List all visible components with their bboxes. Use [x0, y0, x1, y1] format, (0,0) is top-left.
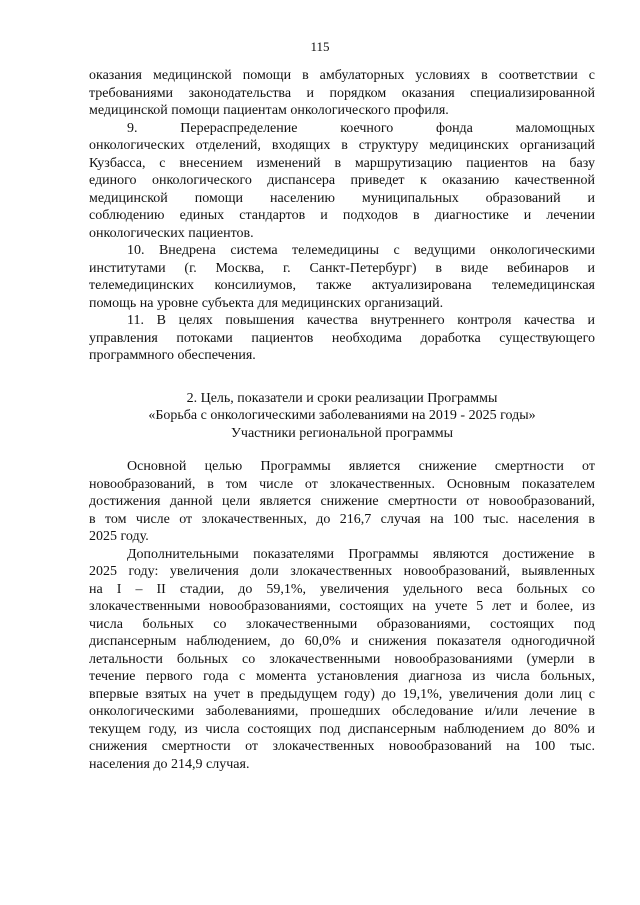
list-item-11 — [89, 312, 595, 365]
text-line: населения до 214,9 случая. — [89, 756, 250, 772]
paragraph — [89, 120, 595, 243]
text-line: онкологических пациентов. — [89, 225, 254, 241]
paragraph — [89, 312, 595, 365]
text-line: впервые взятых на учет в предыдущем году) до 19,1%, увеличения доли лиц с — [89, 686, 595, 702]
section-heading-line: «Борьба с онкологическими заболеваниями на 2019 - 2025 годы» — [148, 408, 536, 423]
text-line: медицинской помощи населению муниципальных образований и — [89, 190, 595, 206]
text-line: 2025 году. — [89, 529, 149, 544]
text-line: 10. Внедрена система телемедицины с ведущими онкологическими — [127, 243, 595, 258]
text-line: Дополнительными показателями Программы являются достижение в — [127, 546, 595, 562]
text-line: программного обеспечения. — [89, 348, 256, 363]
text-line: управления потоками пациентов необходима доработка существующего — [89, 330, 595, 346]
list-item-10 — [89, 242, 595, 312]
text-line: течение первого года с момента установления диагноза из числа больных, — [89, 669, 595, 684]
paragraph — [89, 458, 595, 546]
text-column — [89, 67, 595, 773]
text-line: требованиями законодательства и порядком оказания специализированной — [89, 85, 595, 101]
list-item-9 — [89, 120, 595, 243]
body-paragraph-indicators — [89, 546, 595, 774]
text-line: онкологическими заболеваниями, прошедших обследование и/или лечение в — [89, 704, 595, 719]
body-paragraph-goal — [89, 458, 595, 546]
text-line: телемедицинских консилиумов, также актуализирована телемедицинская — [89, 278, 595, 293]
text-line: злокачественными новообразованиями, состоящих на учете 5 лет и более, из — [89, 599, 595, 614]
text-line: в том числе от злокачественных, до 216,7 случая на 100 тыс. населения в — [89, 511, 595, 527]
spacer — [89, 365, 595, 390]
text-line: числа больных со злокачественными образованиями, состоящих под — [89, 616, 595, 632]
text-line: соблюдению единых стандартов и подходов в диагностике и лечении — [89, 208, 595, 223]
text-line: оказания медицинской помощи в амбулаторных условиях в соответствии с — [89, 68, 595, 83]
text-line: Основной целью Программы является снижение смертности от — [127, 459, 595, 474]
section-heading-line: Участники региональной программы — [231, 425, 453, 441]
text-line: диспансерным наблюдением, до 60,0% и снижения показателя одногодичной — [89, 634, 595, 649]
page-number: 115 — [310, 39, 330, 54]
text-line: 11. В целях повышения качества внутреннего контроля качества и — [127, 313, 595, 328]
text-line: помощь на уровне субъекта для медицинских организаций. — [89, 295, 444, 311]
text-line: институтами (г. Москва, г. Санкт-Петербург) в виде вебинаров и — [89, 260, 595, 276]
text-line: медицинской помощи пациентам онкологического профиля. — [89, 103, 449, 118]
text-line: снижения смертности от злокачественных новообразований на 100 тыс. — [89, 739, 595, 754]
continuation-paragraph — [89, 67, 595, 120]
section-heading-line: 2. Цель, показатели и сроки реализации Программы — [186, 390, 498, 406]
paragraph — [89, 546, 595, 774]
text-line: единого онкологического диспансера приведет к оказанию качественной — [89, 173, 595, 188]
text-line: 2025 году: увеличения доли злокачественных новообразований, выявленных — [89, 564, 595, 579]
text-line: Кузбасса, с внесением изменений в маршрутизацию пациентов на базу — [89, 155, 595, 171]
text-line: на I – II стадии, до 59,1%, увеличения удельного веса больных со — [89, 581, 595, 597]
paragraph — [89, 242, 595, 312]
paragraph — [89, 67, 595, 120]
text-line: достижения данной цели является снижение смертности от новообразований, — [89, 494, 595, 509]
text-line: 9. Перераспределение коечного фонда маломощных — [127, 120, 595, 136]
section-heading — [89, 390, 595, 443]
text-line: текущем году, из числа состоящих под диспансерным наблюдением до 80% и — [89, 721, 595, 737]
text-line: онкологических отделений, входящих в структуру медицинских организаций — [89, 138, 595, 153]
spacer — [89, 442, 595, 458]
text-line: летальности больных со злокачественными новообразованиями (умерли в — [89, 651, 595, 667]
text-line: новообразований, в том числе от злокачественных. Основным показателем — [89, 476, 595, 492]
